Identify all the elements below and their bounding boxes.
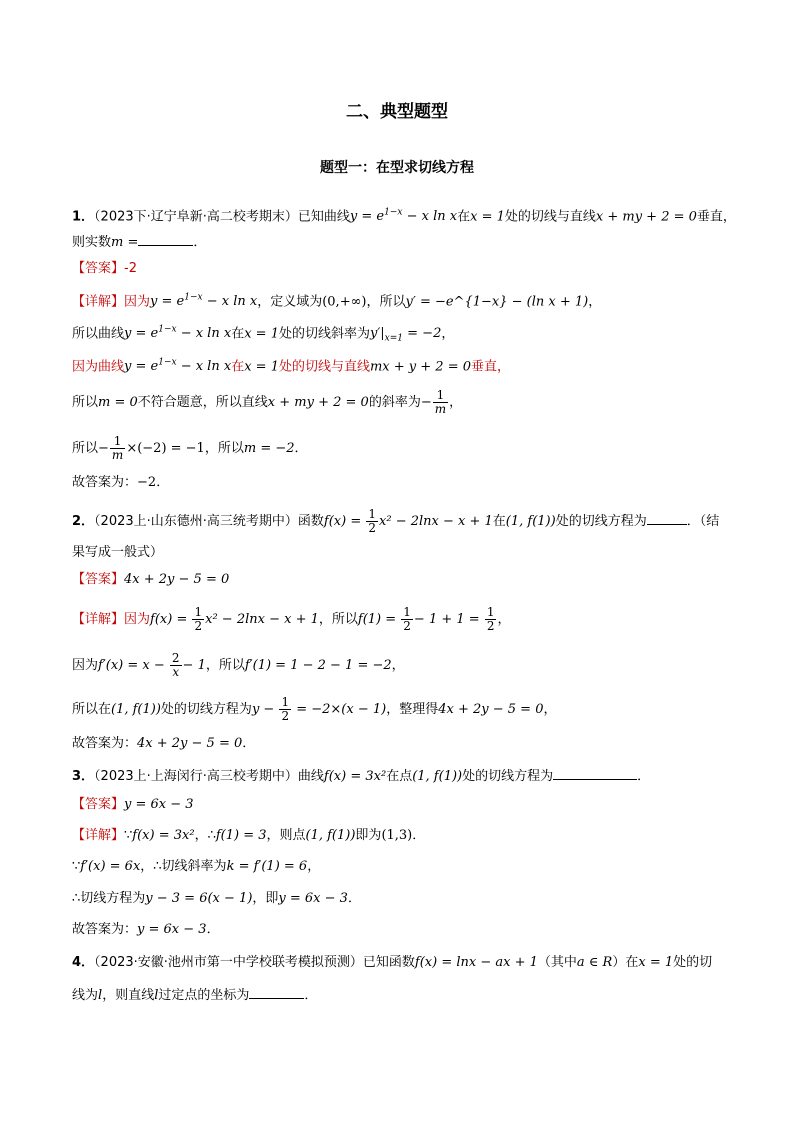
problem-2-stem-cont: 果写成一般式） (72, 545, 164, 560)
detail-line: ∴切线方程为y − 3 = 6(x − 1)，即y = 6x − 3． (72, 891, 361, 906)
fraction: $\frac{1}{m}$ (434, 388, 447, 416)
problem-source: （2023上·山东德州·高三统考期中） (94, 514, 298, 529)
detail-line: 因为f′(x) = x − $\frac{2}{x}$ − 1，所以f′(1) = 1 − 2 − 1 = −2， (72, 651, 405, 679)
detail-line: 【详解】因为$y = e^{1-x} - x$ ln x，定义域为(0,+∞)，所以y′ = −e^{1−x} − (ln x + 1)， (72, 293, 602, 310)
problem-number: 3． (72, 769, 95, 784)
problem-1-stem: 1．（2023下·辽宁阜新·高二校考期末）已知曲线$y = e^{1-x} - x$ ln x在x = 1处的切线与直线x + my + 2 = 0垂直， (72, 208, 736, 225)
answer-value: y = 6x − 3 (124, 797, 194, 812)
detail-line: 【详解】因为f(x) = $\frac{1}{2}$ x² − 2lnx − x + 1，所以f(1) = $\frac{1}{2}$ − 1 + 1 = $\frac{1}{2}$ ， (72, 605, 511, 633)
math-expression: $y = e^{1-x} - x$ ln x (349, 208, 458, 225)
detail-line: 所以m = 0不符合题意，所以直线x + my + 2 = 0的斜率为− $\frac{1}{m}$ ， (72, 388, 463, 416)
answer-line: 【答案】-2 (72, 261, 137, 276)
final-answer-line: 故答案为：−2． (72, 475, 170, 490)
answer-blank (138, 231, 193, 246)
problem-4-stem: 4．（2023·安徽·池州市第一中学校联考模拟预测）已知函数f(x) = lnx − ax + 1（其中a ∈ R）在x = 1处的切 (72, 955, 713, 970)
problem-number: 1． (72, 209, 95, 225)
problem-source: （2023下·辽宁阜新·高二校考期末） (94, 209, 298, 225)
answer-blank (249, 984, 304, 999)
answer-value: -2 (124, 261, 137, 276)
detail-line: 所以曲线$y = e^{1-x} - x$ ln x在x = 1处的切线斜率为$y'|_{x=1} = -2$， (72, 325, 455, 344)
fraction: $\frac{1}{2}$ (368, 507, 377, 535)
detail-line: 因为曲线$y = e^{1-x} - x$ ln x在x = 1处的切线与直线mx + y + 2 = 0垂直， (72, 358, 511, 375)
problem-1-stem-cont: 则实数m = ． (72, 231, 734, 253)
detail-line: 【详解】∵f(x) = 3x²，∴f(1) = 3，则点(1, f(1))即为(1,3)． (72, 828, 426, 843)
section-title: 题型一：在型求切线方程 (320, 160, 474, 176)
final-answer-line: 故答案为：4x + 2y − 5 = 0． (72, 736, 256, 751)
problem-number: 4． (72, 955, 95, 970)
detail-line: 所以− $\frac{1}{m}$ ×(−2) = −1，所以m = −2． (72, 434, 308, 462)
problem-4-stem-cont: 线为l，则直线l过定点的坐标为 ． (72, 984, 734, 1006)
problem-number: 2． (72, 514, 95, 529)
page-heading: 二、典型题型 (346, 102, 448, 122)
answer-line: 【答案】y = 6x − 3 (72, 797, 194, 812)
problem-source: （2023上·上海闵行·高三校考期中） (94, 769, 298, 784)
detail-line: 所以在(1, f(1))处的切线方程为y − $\frac{1}{2}$ = −2×(x − 1)，整理得4x + 2y − 5 = 0， (72, 695, 557, 723)
final-answer-line: 故答案为：y = 6x − 3． (72, 922, 220, 937)
detail-line: ∵f′(x) = 6x，∴切线斜率为k = f′(1) = 6， (72, 859, 321, 874)
problem-2-stem: 2．（2023上·山东德州·高三统考期中）函数f(x) = $\frac{1}{2}$ x² − 2lnx − x + 1在(1, f(1))处的切线方程为 ．（结 (72, 507, 720, 535)
fraction: $\frac{1}{m}$ (111, 434, 124, 462)
problem-source: （2023·安徽·池州市第一中学校联考模拟预测） (94, 955, 363, 970)
answer-value: 4x + 2y − 5 = 0 (124, 572, 230, 587)
problem-3-stem: 3．（2023上·上海闵行·高三校考期中）曲线f(x) = 3x²在点(1, f(1))处的切线方程为 ． (72, 765, 734, 787)
answer-blank (553, 765, 637, 780)
answer-blank (647, 510, 687, 525)
answer-line: 【答案】4x + 2y − 5 = 0 (72, 572, 230, 587)
